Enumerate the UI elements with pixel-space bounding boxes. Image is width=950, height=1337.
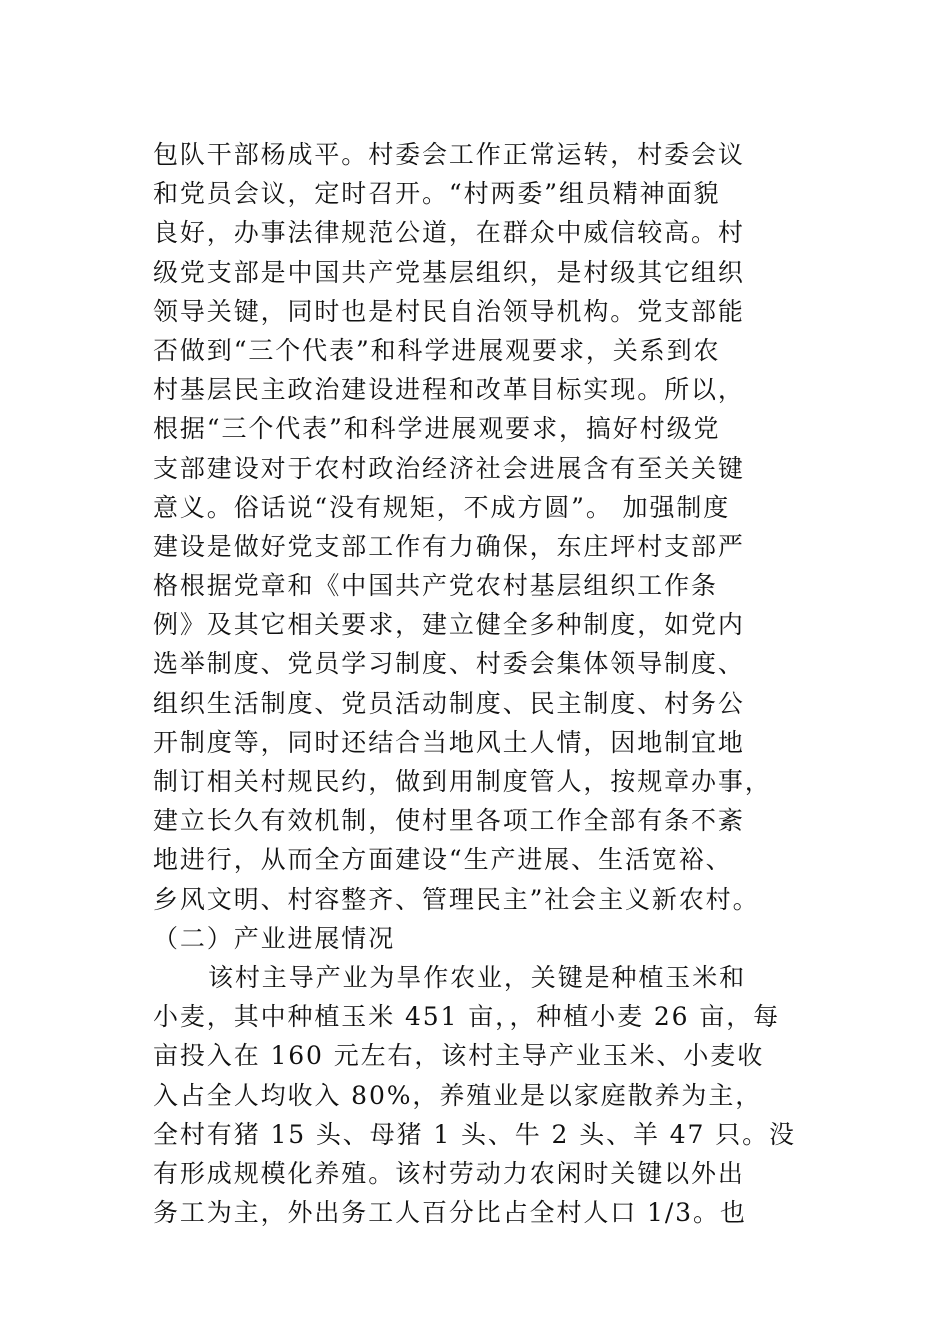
text-line: 组织生活制度、党员活动制度、民主制度、村务公 [153,688,745,718]
text-line: 选举制度、党员学习制度、村委会集体领导制度、 [153,649,745,679]
text-line: 意义。俗话说“没有规矩，不成方圆”。 加强制度 [153,492,731,522]
text-line: 开制度等，同时还结合当地风土人情，因地制宜地 [153,727,745,757]
text-line: 全村有猪 15 头、母猪 1 头、牛 2 头、羊 47 只。没 [153,1119,796,1149]
body-text [153,135,813,1232]
text-line: 建立长久有效机制，使村里各项工作全部有条不紊 [153,806,745,836]
text-line: 否做到“三个代表”和科学进展观要求，关系到农 [153,335,721,365]
text-line: 例》及其它相关要求，建立健全多种制度，如党内 [153,610,745,640]
section-heading: （二）产业进展情况 [153,923,396,953]
text-line: 入占全人均收入 80%，养殖业是以家庭散养为主， [153,1080,763,1110]
text-line: 村基层民主政治建设进程和改革目标实现。所以， [153,375,745,405]
text-line: 包队干部杨成平。村委会工作正常运转，村委会议 [153,140,745,169]
text-line: 地进行，从而全方面建设“生产进展、生活宽裕、 [153,845,733,875]
text-line: 务工为主，外出务工人百分比占全村人口 1/3。也 [153,1198,747,1228]
text-line: 格根据党章和《中国共产党农村基层组织工作条 [153,571,718,601]
text-line: 制订相关村规民约，做到用制度管人，按规章办事， [153,767,772,796]
text-line: 良好，办事法律规范公道，在群众中威信较高。村 [153,218,745,248]
text-line: 支部建设对于农村政治经济社会进展含有至关关键 [153,453,745,483]
text-line: 该村主导产业为旱作农业，关键是种植玉米和 [208,962,747,992]
text-line: 和党员会议，定时召开。“村两委”组员精神面貌 [153,179,721,209]
text-line: 建设是做好党支部工作有力确保，东庄坪村支部严 [153,531,745,561]
text-line: 根据“三个代表”和科学进展观要求，搞好村级党 [153,414,721,444]
text-line: 乡风文明、村容整齐、管理民主”社会主义新农村。 [153,884,760,914]
text-line: 有形成规模化养殖。该村劳动力农闲时关键以外出 [153,1158,745,1188]
text-line: 亩投入在 160 元左右，该村主导产业玉米、小麦收 [153,1041,765,1071]
text-line: 领导关键，同时也是村民自治领导机构。党支部能 [153,296,745,326]
text-line: 级党支部是中国共产党基层组织，是村级其它组织 [153,257,745,287]
text-line: 小麦，其中种植玉米 451 亩，，种植小麦 26 亩，每 [153,1002,781,1032]
